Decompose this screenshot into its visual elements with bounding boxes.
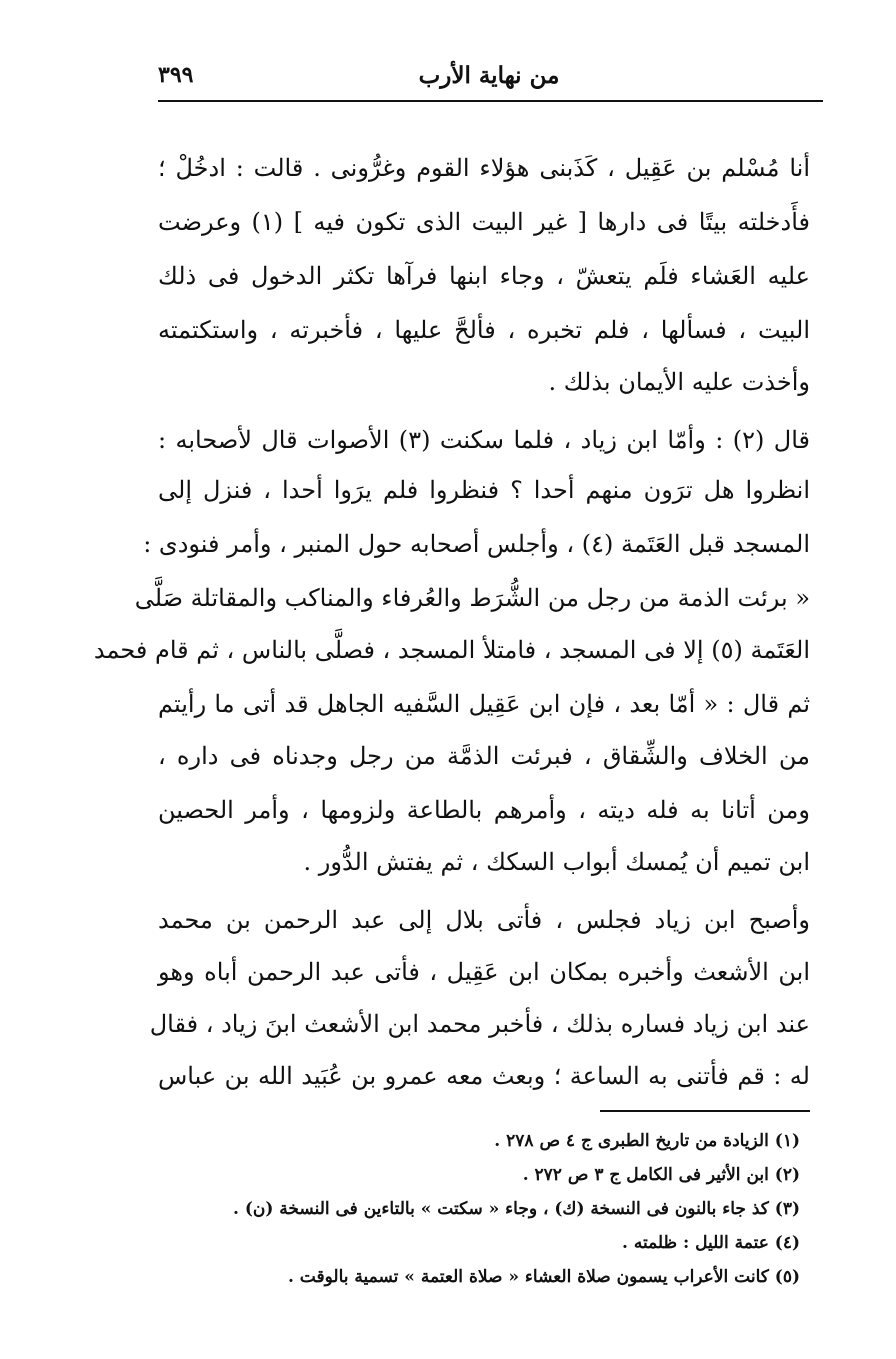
body-line: انظروا هل ترَون منهم أحدا ؟ فنظروا فلم يرَوا أحدا ، فنزل إلى [158, 476, 810, 504]
footnote: (٥) كانت الأعراب يسمون صلاة العشاء « صلاة العتمة » تسمية بالوقت . [287, 1267, 800, 1287]
body-line: وأخذت عليه الأيمان بذلك . [548, 368, 810, 396]
body-line: البيت ، فسألها ، فلم تخبره ، فألحَّ عليها ، فأخبرته ، واستكتمته [158, 316, 810, 344]
footnote: (١) الزيادة من تاريخ الطبرى ج ٤ ص ٢٧٨ . [494, 1131, 800, 1151]
body-line: أنا مُسْلم بن عَقِيل ، كَذَبنى هؤلاء القوم وغرُّونى . قالت : ادخُلْ ؛ [158, 154, 810, 182]
body-line: ابن تميم أن يُمسك أبواب السكك ، ثم يفتش الدُّور . [303, 848, 810, 876]
running-title: من نهاية الأرب [418, 62, 560, 89]
footnote: (٣) كذ جاء بالنون فى النسخة (ك) ، وجاء « سكتت » بالتاءين فى النسخة (ن) . [232, 1199, 800, 1219]
body-line: له : قم فأتنى به الساعة ؛ وبعث معه عمرو بن عُبَيد الله بن عباس [158, 1062, 810, 1090]
footnote: (٤) عتمة الليل : ظلمته . [622, 1233, 800, 1253]
body-line: ابن الأشعث وأخبره بمكان ابن عَقِيل ، فأتى عبد الرحمن أباه وهو [158, 958, 810, 986]
body-line: وأصبح ابن زياد فجلس ، فأتى بلال إلى عبد الرحمن بن محمد [158, 906, 810, 934]
body-line: ومن أتانا به فله ديته ، وأمرهم بالطاعة ولزومها ، وأمر الحصين [158, 796, 810, 824]
body-line: عند ابن زياد فساره بذلك ، فأخبر محمد ابن الأشعث ابنَ زياد ، فقال [149, 1010, 810, 1038]
body-line: العَتَمة (٥) إلا فى المسجد ، فامتلأ المسجد ، فصلَّى بالناس ، ثم قام فحمد [93, 636, 810, 664]
footnote-rule [600, 1110, 810, 1112]
body-line: قال (٢) : وأمّا ابن زياد ، فلما سكنت (٣) الأصوات قال لأصحابه : [158, 426, 811, 454]
body-line: من الخلاف والشِّقاق ، فبرئت الذمَّة من رجل وجدناه فى داره ، [158, 742, 810, 770]
running-header [158, 58, 820, 98]
header-rule [158, 100, 823, 102]
body-line: « برئت الذمة من رجل من الشُّرَط والعُرفاء والمناكب والمقاتلة صَلَّى [134, 584, 810, 612]
body-line: فأَدخلته بيتًا فى دارها [ غير البيت الذى تكون فيه ] (١) وعرضت [158, 208, 810, 236]
body-line: ثم قال : « أمّا بعد ، فإن ابن عَقِيل السَّفيه الجاهل قد أتى ما رأيتم [158, 690, 811, 718]
body-line: المسجد قبل العَتَمة (٤) ، وأجلس أصحابه حول المنبر ، وأمر فنودى : [143, 530, 810, 558]
footnote: (٢) ابن الأثير فى الكامل ج ٣ ص ٢٧٢ . [522, 1165, 800, 1185]
page-number: ٣٩٩ [158, 62, 194, 88]
body-line: عليه العَشاء فلَم يتعشّ ، وجاء ابنها فرآها تكثر الدخول فى ذلك [158, 262, 810, 290]
